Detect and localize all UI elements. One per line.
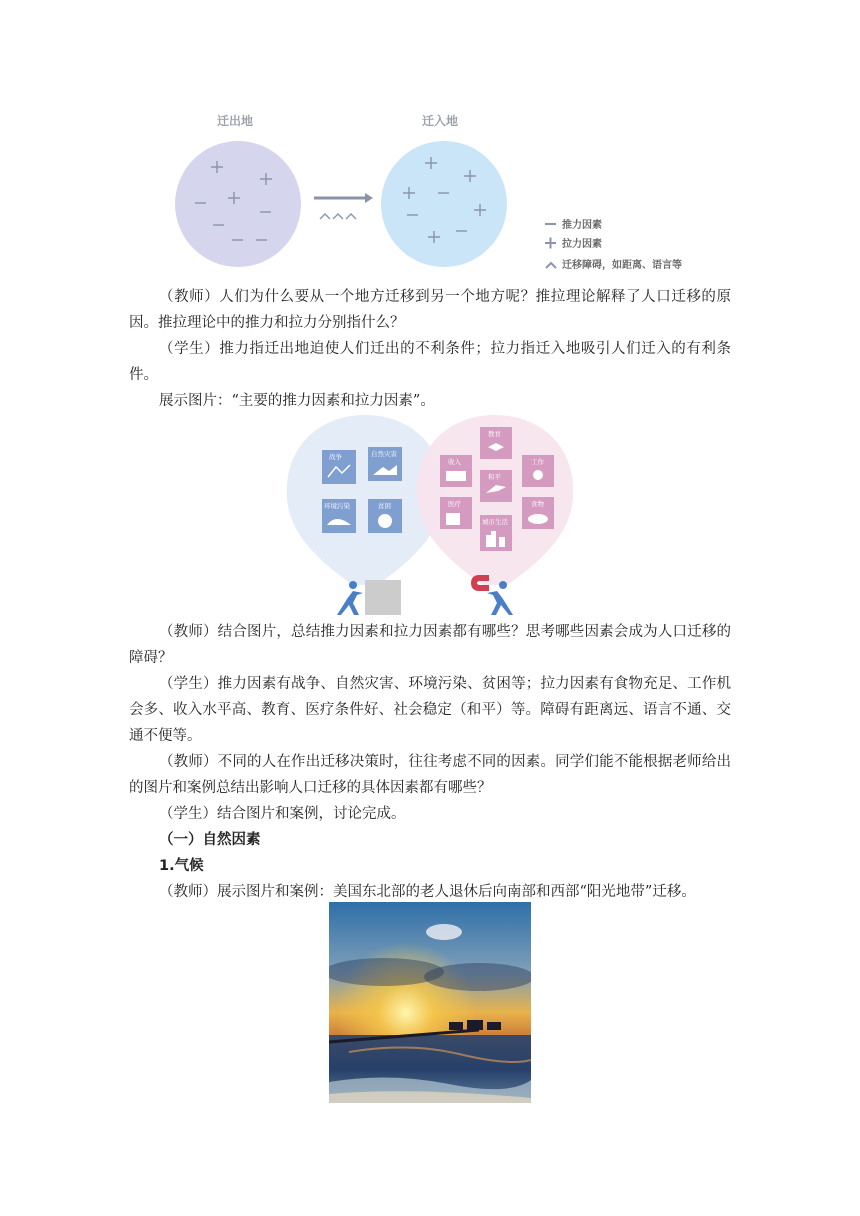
svg-text:自然灾害: 自然灾害 — [371, 450, 397, 458]
legend — [545, 218, 682, 271]
origin-circle — [175, 141, 301, 267]
pushing-person-icon — [337, 580, 401, 615]
svg-text:医疗: 医疗 — [448, 500, 461, 508]
svg-text:环境污染: 环境污染 — [324, 502, 350, 510]
svg-text:教育: 教育 — [488, 430, 501, 438]
arrow-icon — [314, 193, 373, 203]
section-heading-natural: （一）自然因素 — [159, 832, 261, 848]
svg-text:拉力因素: 拉力因素 — [562, 239, 602, 250]
paragraph-student-1: （学生）推力指迁出地迫使人们迁出的不利条件；拉力指迁入地吸引人们迁入的有利条件。 — [129, 341, 731, 383]
sunset-beach-photo — [329, 902, 531, 1103]
svg-text:城市生活: 城市生活 — [482, 518, 508, 526]
paragraph-teacher-2: （教师）结合图片，总结推力因素和拉力因素都有哪些？思考哪些因素会成为人口迁移的障碍？ — [129, 624, 731, 666]
subsection-heading-climate: 1.气候 — [159, 858, 204, 874]
svg-text:推力因素: 推力因素 — [562, 220, 602, 231]
paragraph-student-2: （学生）推力因素有战争、自然灾害、环境污染、贫困等；拉力因素有食物充足、工作机会多、收入水平高、教育、医疗条件好、社会稳定（和平）等。障碍有距离远、语言不通、交通不便等。 — [129, 676, 731, 744]
svg-text:迁移障碍，如距离、语言等: 迁移障碍，如距离、语言等 — [562, 260, 682, 271]
origin-title: 迁出地 — [217, 114, 254, 128]
paragraph-student-3: （学生）结合图片和案例，讨论完成。 — [159, 806, 406, 822]
paragraph-show-image: 展示图片：“主要的推力因素和拉力因素”。 — [159, 393, 435, 409]
paragraph-teacher-3: （教师）不同的人在作出迁移决策时，往往考虑不同的因素。同学们能不能根据老师给出的图片和案例总结出影响人口迁移的具体因素都有哪些？ — [129, 754, 731, 796]
paragraph-teacher-4: （教师）展示图片和案例：美国东北部的老人退休后向南部和西部“阳光地带”迁移。 — [159, 884, 696, 900]
svg-text:收入: 收入 — [448, 458, 461, 466]
caret-icon — [546, 263, 556, 268]
push-pull-diagram — [170, 105, 700, 275]
destination-title: 迁入地 — [422, 114, 459, 128]
destination-circle — [381, 141, 507, 267]
paragraph-teacher-1: （教师）人们为什么要从一个地方迁移到另一个地方呢？推拉理论解释了人口迁移的原因。推拉理论中的推力和拉力分别指什么？ — [129, 289, 731, 331]
svg-text:食物: 食物 — [531, 500, 544, 508]
push-pull-factors-figure — [285, 415, 575, 615]
svg-text:贫困: 贫困 — [378, 502, 391, 510]
svg-text:和平: 和平 — [488, 473, 501, 481]
barrier-carets — [320, 214, 356, 219]
plus-icon — [545, 238, 556, 249]
svg-text:工作: 工作 — [531, 458, 544, 466]
svg-text:战争: 战争 — [329, 453, 342, 461]
